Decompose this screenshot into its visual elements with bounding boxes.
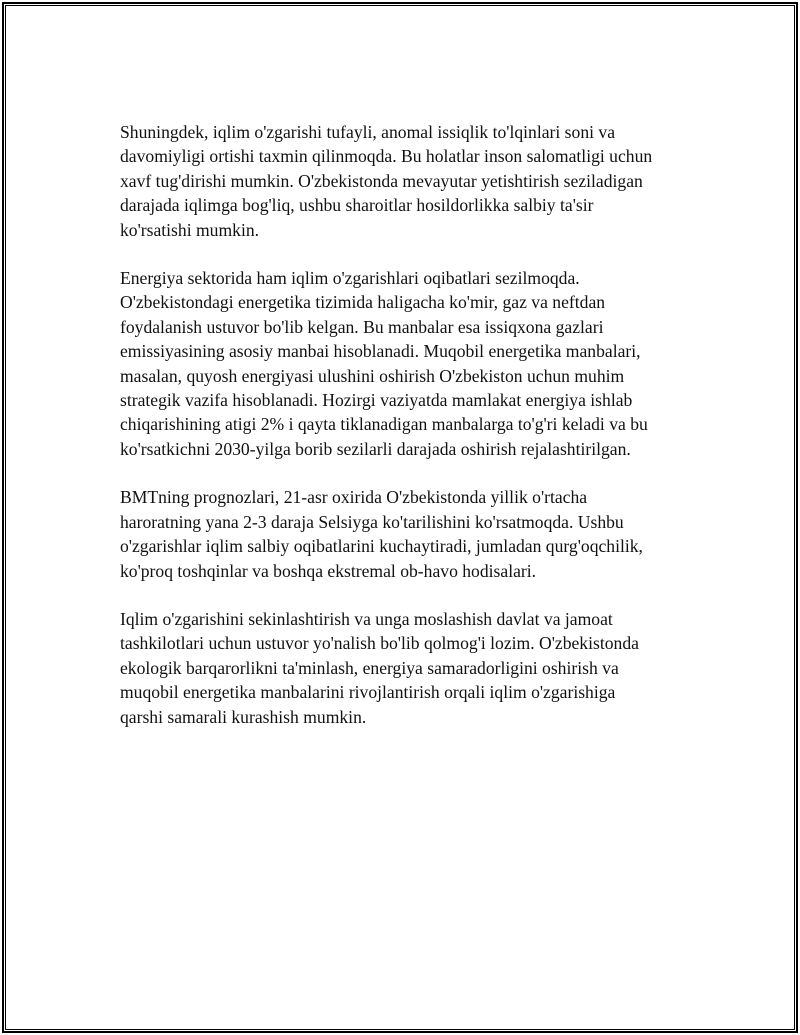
text-line: strategik vazifa hisoblanadi. Hozirgi vaziyatda mamlakat energiya ishlab <box>120 390 633 411</box>
text-line: emissiyasining asosiy manbai hisoblanadi. Muqobil energetika manbalari, <box>120 341 641 362</box>
text-line: ko'rsatishi mumkin. <box>120 219 260 240</box>
text-line: davomiyligi ortishi taxmin qilinmoqda. Bu holatlar inson salomatligi uchun <box>120 146 653 167</box>
text-line: tashkilotlari uchun ustuvor yo'nalish bo'lib qolmog'i lozim. O'zbekistonda <box>120 633 639 654</box>
text-line: chiqarishining atigi 2% i qayta tiklanadigan manbalarga to'g'ri keladi va bu <box>120 414 648 435</box>
text-line: xavf tug'dirishi mumkin. O'zbekistonda mevayutar yetishtirish seziladigan <box>120 170 643 191</box>
document-body <box>120 120 686 753</box>
paragraph-energy-sector <box>120 266 686 461</box>
text-line: Shuningdek, iqlim o'zgarishi tufayli, anomal issiqlik to'lqinlari soni va <box>120 122 616 142</box>
text-line: masalan, quyosh energiyasi ulushini oshirish O'zbekiston uchun muhim <box>120 365 625 386</box>
text-line: qarshi samarali kurashish mumkin. <box>120 706 367 727</box>
text-line: muqobil energetika manbalarini rivojlantirish orqali iqlim o'zgarishiga <box>120 682 616 703</box>
paragraph-mitigation <box>120 607 686 729</box>
text-line: ko'rsatkichni 2030-yilga borib sezilarli darajada oshirish rejalashtirilgan. <box>120 438 631 459</box>
text-line: o'zgarishlar iqlim salbiy oqibatlarini kuchaytiradi, jumladan qurg'oqchilik, <box>120 536 643 557</box>
text-line: foydalanish ustuvor bo'lib kelgan. Bu manbalar esa issiqxona gazlari <box>120 316 604 337</box>
text-line: Iqlim o'zgarishini sekinlashtirish va unga moslashish davlat va jamoat <box>120 608 613 629</box>
text-line: ko'proq toshqinlar va boshqa ekstremal ob-havo hodisalari. <box>120 560 537 581</box>
text-line: O'zbekistondagi energetika tizimida haligacha ko'mir, gaz va neftdan <box>120 292 606 313</box>
paragraph-un-forecast <box>120 485 686 583</box>
text-line: darajada iqlimga bog'liq, ushbu sharoitlar hosildorlikka salbiy ta'sir <box>120 195 594 216</box>
text-line: Energiya sektorida ham iqlim o'zgarishlari oqibatlari sezilmoqda. <box>120 268 580 289</box>
text-line: ekologik barqarorlikni ta'minlash, energiya samaradorligini oshirish va <box>120 657 619 678</box>
document-page <box>2 2 798 1033</box>
text-line: BMTning prognozlari, 21-asr oxirida O'zbekistonda yillik o'rtacha <box>120 487 588 508</box>
paragraph-heat-waves <box>120 120 686 242</box>
text-line: haroratning yana 2-3 daraja Selsiyga ko'tarilishini ko'rsatmoqda. Ushbu <box>120 511 624 532</box>
